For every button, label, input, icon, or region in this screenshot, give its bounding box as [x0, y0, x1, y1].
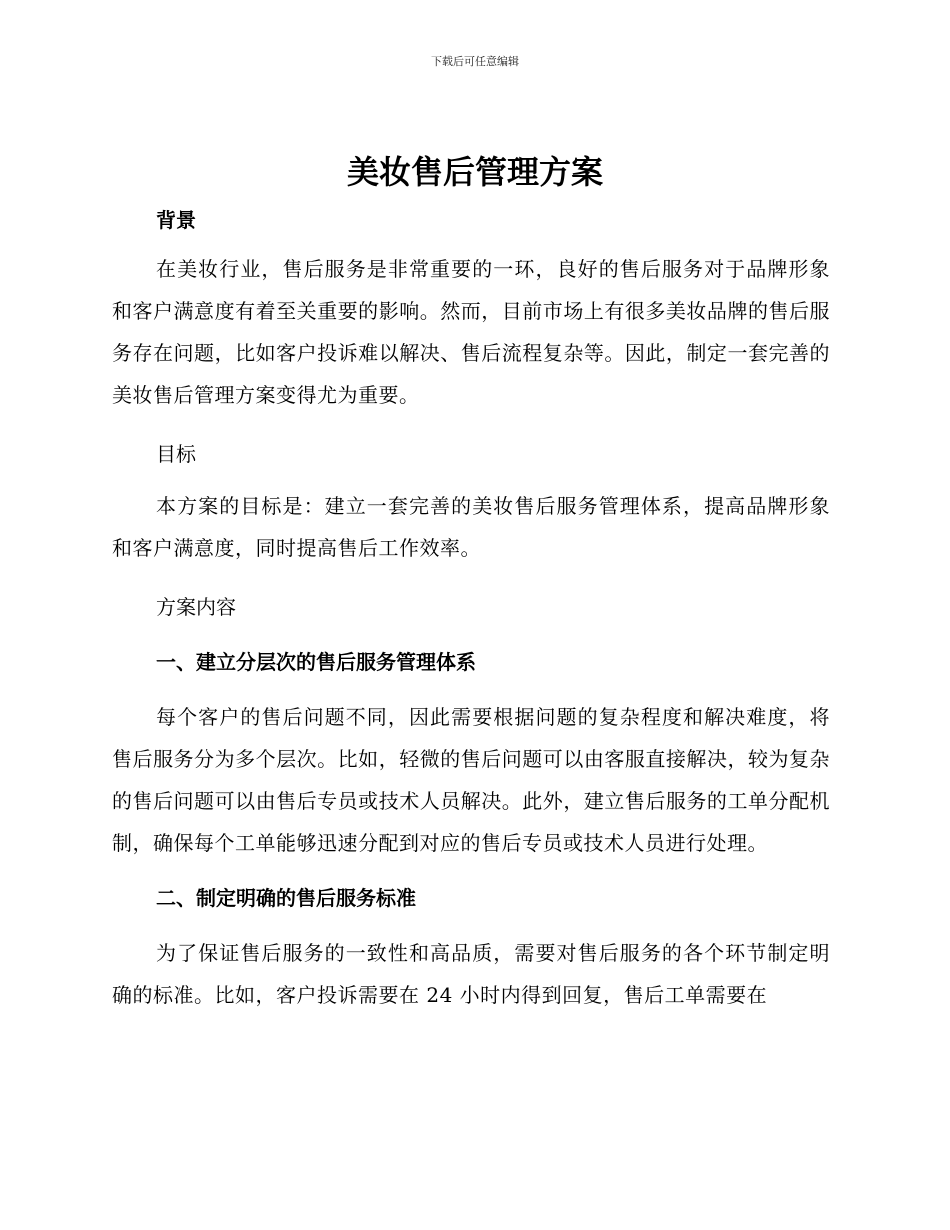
section-2-paragraph: 为了保证售后服务的一致性和高品质，需要对售后服务的各个环节制定明确的标准。比如，客户投诉需要在 24 小时内得到回复，售后工单需要在	[112, 941, 830, 1007]
background-paragraph: 在美妆行业，售后服务是非常重要的一环，良好的售后服务对于品牌形象和客户满意度有着至关重要的影响。然而，目前市场上有很多美妆品牌的售后服务存在问题，比如客户投诉难以解决、售后流程复杂等。因此，制定一套完善的美妆售后管理方案变得尤为重要。	[112, 257, 830, 407]
document-title: 美妆售后管理方案	[346, 153, 603, 191]
section-1-heading: 一、建立分层次的售后服务管理体系	[156, 650, 476, 674]
goal-paragraph: 本方案的目标是：建立一套完善的美妆售后服务管理体系，提高品牌形象和客户满意度，同时提高售后工作效率。	[112, 494, 830, 560]
content-heading: 方案内容	[156, 595, 236, 619]
section-2-heading: 二、制定明确的售后服务标准	[156, 886, 416, 910]
document-body	[112, 199, 830, 1016]
goal-heading: 目标	[156, 442, 196, 466]
section-1-paragraph: 每个客户的售后问题不同，因此需要根据问题的复杂程度和解决难度，将售后服务分为多个层次。比如，轻微的售后问题可以由客服直接解决，较为复杂的售后问题可以由售后专员或技术人员解决。此外，建立售后服务的工单分配机制，确保每个工单能够迅速分配到对应的售后专员或技术人员进行处理。	[112, 705, 830, 855]
header-note: 下载后可任意编辑	[431, 55, 519, 68]
background-heading: 背景	[156, 208, 196, 232]
